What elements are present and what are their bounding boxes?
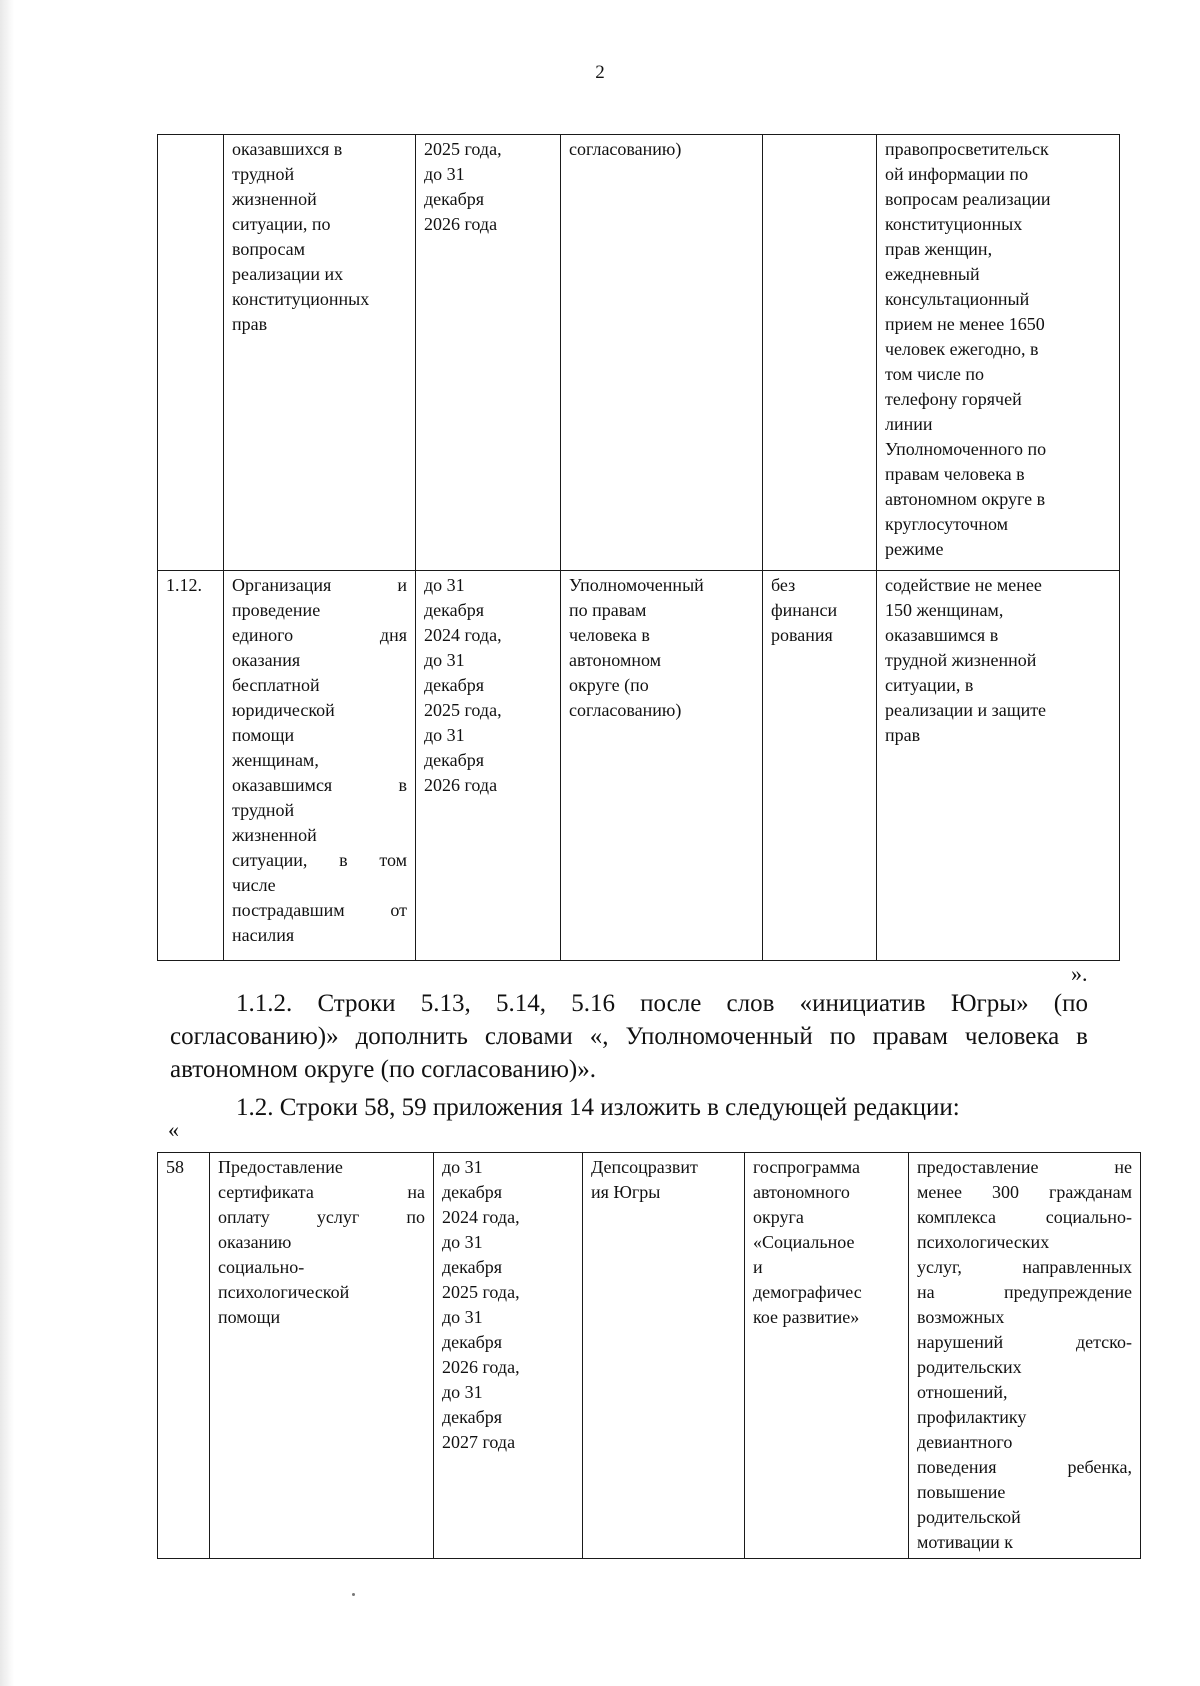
cell-line: 2025 года,	[442, 1282, 520, 1302]
cell-line: декабря	[424, 189, 485, 209]
cell-line: «Социальное	[753, 1232, 855, 1252]
cell-line: человек ежегодно, в	[885, 339, 1039, 359]
deadline-cell	[416, 135, 561, 571]
cell-line: жизненной	[232, 825, 317, 845]
cell-line: девиантного	[917, 1432, 1013, 1452]
cell-line: прав женщин,	[885, 239, 993, 259]
scan-edge	[0, 0, 14, 1686]
cell-line: Депсоцразвит	[591, 1157, 698, 1177]
cell-line: до 31	[424, 575, 465, 595]
cell-line: оказавшихся в	[232, 139, 343, 159]
cell-line: вопросам реализации	[885, 189, 1051, 209]
cell-line: финанси	[771, 600, 838, 620]
cell-line: предоставление не	[917, 1157, 1132, 1177]
cell-line: услуг, направленных	[917, 1257, 1132, 1277]
cell-line: содействие не менее	[885, 575, 1042, 595]
row-number-cell	[158, 135, 224, 571]
cell-line: человека в	[569, 625, 650, 645]
cell-line: округе (по	[569, 675, 649, 695]
cell-line: ситуации, в том	[232, 850, 407, 870]
cell-line: 2027 года	[442, 1432, 516, 1452]
cell-line: автономном округе в	[885, 489, 1046, 509]
event-cell	[210, 1153, 434, 1559]
cell-line: декабря	[442, 1332, 503, 1352]
cell-line: насилия	[232, 925, 295, 945]
cell-line: консультационный	[885, 289, 1030, 309]
cell-line: сертификата на	[218, 1182, 425, 1202]
cell-line: округа	[753, 1207, 804, 1227]
cell-line: 2024 года,	[424, 625, 502, 645]
financing-cell	[763, 571, 877, 961]
closing-quote: ».	[1071, 961, 1088, 986]
cell-line: женщинам,	[232, 750, 319, 770]
cell-line: том числе по	[885, 364, 984, 384]
cell-line: прав	[885, 725, 921, 745]
cell-line: рования	[771, 625, 833, 645]
cell-line: без	[771, 575, 796, 595]
result-cell	[909, 1153, 1141, 1559]
cell-line: конституционных	[885, 214, 1023, 234]
cell-line: кое развитие»	[753, 1307, 860, 1327]
executor-cell	[561, 135, 763, 571]
event-cell	[224, 571, 416, 961]
cell-line: режиме	[885, 539, 944, 559]
result-cell	[877, 571, 1120, 961]
cell-line: 2025 года,	[424, 700, 502, 720]
scan-speck	[352, 1593, 355, 1596]
executor-cell	[561, 571, 763, 961]
cell-line: оказания	[232, 650, 301, 670]
cell-line: реализации и защите	[885, 700, 1047, 720]
cell-line: до 31	[424, 725, 465, 745]
measures-table-continued	[157, 134, 1120, 961]
cell-line: ежедневный	[885, 264, 980, 284]
table-row	[158, 135, 1120, 571]
cell-line: Организация и	[232, 575, 407, 595]
cell-line: родительских	[917, 1357, 1022, 1377]
cell-line: трудной жизненной	[885, 650, 1037, 670]
table-row	[158, 571, 1120, 961]
cell-line: реализации их	[232, 264, 344, 284]
cell-line: до 31	[442, 1232, 483, 1252]
cell-line: Уполномоченный	[569, 575, 704, 595]
cell-line: менее 300 гражданам	[917, 1182, 1132, 1202]
cell-line: ой информации по	[885, 164, 1029, 184]
cell-line: оказавшимся в	[885, 625, 999, 645]
cell-line: автономном	[569, 650, 662, 670]
cell-line: Уполномоченного по	[885, 439, 1047, 459]
cell-line: 2026 года	[424, 214, 498, 234]
event-cell	[224, 135, 416, 571]
executor-cell	[583, 1153, 745, 1559]
cell-line: декабря	[442, 1182, 503, 1202]
cell-line: профилактику	[917, 1407, 1027, 1427]
page-number: 2	[595, 62, 605, 83]
cell-line: до 31	[442, 1382, 483, 1402]
cell-line: возможных	[917, 1307, 1005, 1327]
table-row	[158, 1153, 1141, 1559]
cell-line: согласованию)	[569, 700, 682, 720]
cell-line: ситуации, по	[232, 214, 331, 234]
cell-line: 2026 года,	[442, 1357, 520, 1377]
cell-line: автономного	[753, 1182, 850, 1202]
deadline-cell	[416, 571, 561, 961]
cell-line: декабря	[424, 600, 485, 620]
cell-line: декабря	[442, 1257, 503, 1277]
cell-line: поведения ребенка,	[917, 1457, 1132, 1477]
result-cell	[877, 135, 1120, 571]
cell-line: по правам	[569, 600, 647, 620]
opening-quote: «	[168, 1117, 179, 1142]
cell-line: линии	[885, 414, 933, 434]
cell-line: правопросветительск	[885, 139, 1049, 159]
appendix-14-table	[157, 1152, 1141, 1559]
cell-line: трудной	[232, 164, 295, 184]
cell-line: Предоставление	[218, 1157, 343, 1177]
cell-line: вопросам	[232, 239, 306, 259]
cell-line: телефону горячей	[885, 389, 1022, 409]
cell-line: пострадавшим от	[232, 900, 407, 920]
cell-line: психологической	[218, 1282, 350, 1302]
cell-line: прием не менее 1650	[885, 314, 1045, 334]
cell-line: проведение	[232, 600, 321, 620]
paragraph-1-2: 1.2. Строки 58, 59 приложения 14 изложить в следующей редакции:	[236, 1094, 960, 1121]
paragraph-1-1-2: 1.1.2. Строки 5.13, 5.14, 5.16 после слов «инициатив Югры» (по согласованию)» дополнить словами «, Уполномоченный по правам человека в автономном округе (по согласованию)».	[170, 990, 1088, 1083]
cell-line: декабря	[424, 750, 485, 770]
row-number-cell: 58	[158, 1153, 210, 1559]
cell-line: отношений,	[917, 1382, 1008, 1402]
cell-line: 2024 года,	[442, 1207, 520, 1227]
cell-line: круглосуточном	[885, 514, 1009, 534]
cell-line: оказанию	[218, 1232, 292, 1252]
financing-cell	[745, 1153, 909, 1559]
cell-line: мотивации к	[917, 1532, 1014, 1552]
cell-line: ия Югры	[591, 1182, 661, 1202]
cell-line: оплату услуг по	[218, 1207, 425, 1227]
cell-line: жизненной	[232, 189, 317, 209]
cell-line: оказавшимся в	[232, 775, 407, 795]
cell-line: помощи	[218, 1307, 281, 1327]
cell-line: до 31	[442, 1307, 483, 1327]
cell-line: 2026 года	[424, 775, 498, 795]
cell-line: на предупреждение	[917, 1282, 1132, 1302]
financing-cell	[763, 135, 877, 571]
cell-line: трудной	[232, 800, 295, 820]
cell-line: социально-	[218, 1257, 305, 1277]
cell-line: декабря	[424, 675, 485, 695]
cell-line: декабря	[442, 1407, 503, 1427]
cell-line: повышение	[917, 1482, 1006, 1502]
cell-line: бесплатной	[232, 675, 320, 695]
cell-line: комплекса социально-	[917, 1207, 1132, 1227]
cell-line: единого дня	[232, 625, 407, 645]
cell-line: 2025 года,	[424, 139, 502, 159]
cell-line: до 31	[424, 650, 465, 670]
cell-line: прав	[232, 314, 268, 334]
cell-line: конституционных	[232, 289, 370, 309]
cell-line: ситуации, в	[885, 675, 974, 695]
cell-line: и	[753, 1257, 763, 1277]
row-number-cell: 1.12.	[158, 571, 224, 961]
cell-line: числе	[232, 875, 276, 895]
cell-line: помощи	[232, 725, 295, 745]
cell-line: согласованию)	[569, 139, 682, 159]
cell-line: правам человека в	[885, 464, 1025, 484]
cell-line: госпрограмма	[753, 1157, 861, 1177]
cell-line: нарушений детско-	[917, 1332, 1132, 1352]
cell-line: психологических	[917, 1232, 1050, 1252]
cell-line: юридической	[232, 700, 335, 720]
cell-line: демографичес	[753, 1282, 862, 1302]
cell-line: 150 женщинам,	[885, 600, 1004, 620]
cell-line: до 31	[424, 164, 465, 184]
cell-line: родительской	[917, 1507, 1021, 1527]
cell-line: до 31	[442, 1157, 483, 1177]
deadline-cell	[434, 1153, 583, 1559]
